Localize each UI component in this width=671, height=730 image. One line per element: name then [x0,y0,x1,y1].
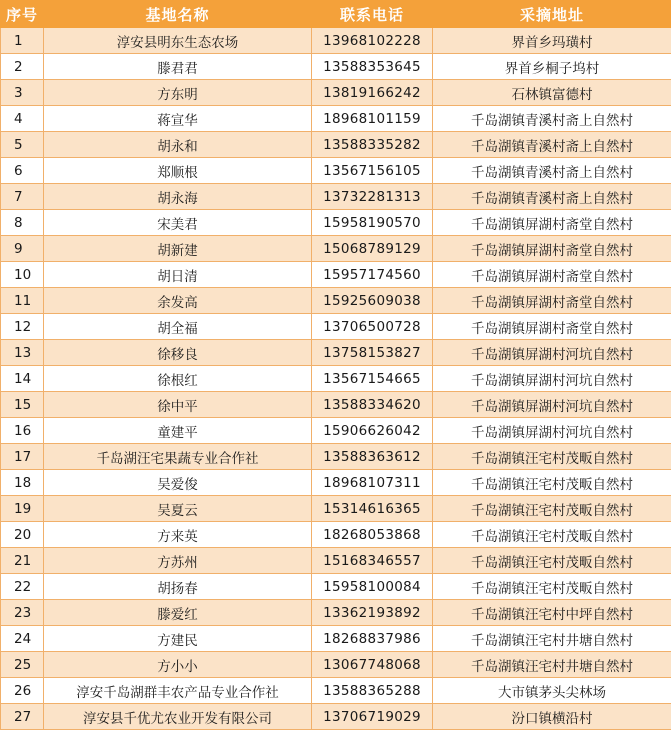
cell-base-name: 徐中平 [44,392,312,418]
cell-base-name: 胡扬春 [44,574,312,600]
cell-idx: 13 [1,340,44,366]
cell-address: 千岛湖镇汪宅村井塘自然村 [433,652,671,678]
cell-idx: 24 [1,626,44,652]
cell-idx: 16 [1,418,44,444]
cell-base-name: 胡新建 [44,236,312,262]
cell-address: 千岛湖镇屏湖村斋堂自然村 [433,236,671,262]
table-row [1,210,671,236]
cell-address: 石林镇富德村 [433,80,671,106]
cell-base-name: 方小小 [44,652,312,678]
table-row [1,704,671,730]
table-row [1,496,671,522]
cell-phone: 13362193892 [312,600,433,626]
cell-address: 千岛湖镇屏湖村河坑自然村 [433,340,671,366]
header-phone: 联系电话 [312,1,433,28]
table-row [1,522,671,548]
table-row [1,262,671,288]
table-row [1,444,671,470]
cell-address: 千岛湖镇屏湖村斋堂自然村 [433,262,671,288]
cell-address: 千岛湖镇汪宅村茂畈自然村 [433,522,671,548]
cell-base-name: 吴夏云 [44,496,312,522]
cell-phone: 13706500728 [312,314,433,340]
table-row [1,470,671,496]
cell-phone: 13706719029 [312,704,433,730]
cell-base-name: 方来英 [44,522,312,548]
cell-address: 千岛湖镇屏湖村斋堂自然村 [433,288,671,314]
cell-address: 千岛湖镇屏湖村河坑自然村 [433,392,671,418]
cell-base-name: 方东明 [44,80,312,106]
cell-idx: 7 [1,184,44,210]
cell-idx: 17 [1,444,44,470]
cell-idx: 1 [1,28,44,54]
cell-idx: 6 [1,158,44,184]
cell-phone: 13588334620 [312,392,433,418]
cell-phone: 15925609038 [312,288,433,314]
cell-address: 千岛湖镇屏湖村斋堂自然村 [433,210,671,236]
cell-address: 千岛湖镇汪宅村井塘自然村 [433,626,671,652]
cell-address: 汾口镇横沿村 [433,704,671,730]
cell-address: 千岛湖镇汪宅村茂畈自然村 [433,470,671,496]
cell-address: 千岛湖镇青溪村斋上自然村 [433,106,671,132]
cell-idx: 10 [1,262,44,288]
cell-address: 千岛湖镇青溪村斋上自然村 [433,132,671,158]
cell-base-name: 胡日清 [44,262,312,288]
cell-base-name: 郑顺根 [44,158,312,184]
table-row [1,314,671,340]
cell-idx: 23 [1,600,44,626]
cell-idx: 26 [1,678,44,704]
header-address: 采摘地址 [433,1,671,28]
header-base-name: 基地名称 [44,1,312,28]
cell-idx: 15 [1,392,44,418]
cell-base-name: 滕君君 [44,54,312,80]
cell-address: 千岛湖镇汪宅村茂畈自然村 [433,548,671,574]
cell-idx: 9 [1,236,44,262]
cell-base-name: 方苏州 [44,548,312,574]
cell-phone: 15314616365 [312,496,433,522]
cell-base-name: 胡永和 [44,132,312,158]
cell-address: 千岛湖镇屏湖村河坑自然村 [433,418,671,444]
table-row [1,28,671,54]
cell-phone: 13732281313 [312,184,433,210]
cell-address: 界首乡玛璜村 [433,28,671,54]
cell-base-name: 吴爱俊 [44,470,312,496]
table-row [1,600,671,626]
table-row [1,132,671,158]
cell-phone: 13567156105 [312,158,433,184]
cell-phone: 18268837986 [312,626,433,652]
table-row [1,366,671,392]
cell-idx: 4 [1,106,44,132]
cell-phone: 15906626042 [312,418,433,444]
table-row [1,652,671,678]
cell-idx: 22 [1,574,44,600]
cell-idx: 18 [1,470,44,496]
header-row [1,1,671,28]
cell-idx: 2 [1,54,44,80]
cell-base-name: 徐移良 [44,340,312,366]
cell-idx: 5 [1,132,44,158]
cell-phone: 13968102228 [312,28,433,54]
table-row [1,392,671,418]
cell-address: 千岛湖镇汪宅村茂畈自然村 [433,444,671,470]
cell-address: 千岛湖镇屏湖村斋堂自然村 [433,314,671,340]
cell-base-name: 千岛湖汪宅果蔬专业合作社 [44,444,312,470]
cell-idx: 19 [1,496,44,522]
cell-idx: 12 [1,314,44,340]
cell-phone: 13819166242 [312,80,433,106]
cell-idx: 27 [1,704,44,730]
cell-phone: 15068789129 [312,236,433,262]
cell-phone: 18268053868 [312,522,433,548]
cell-address: 千岛湖镇青溪村斋上自然村 [433,184,671,210]
table-row [1,418,671,444]
cell-phone: 15957174560 [312,262,433,288]
cell-base-name: 童建平 [44,418,312,444]
cell-base-name: 滕爱红 [44,600,312,626]
cell-idx: 20 [1,522,44,548]
cell-phone: 18968107311 [312,470,433,496]
table-header [1,1,671,28]
cell-phone: 18968101159 [312,106,433,132]
cell-phone: 15958100084 [312,574,433,600]
table-body [1,28,671,730]
cell-base-name: 淳安县千优尤农业开发有限公司 [44,704,312,730]
cell-phone: 13067748068 [312,652,433,678]
table-row [1,106,671,132]
cell-base-name: 蒋宣华 [44,106,312,132]
cell-idx: 3 [1,80,44,106]
table-row [1,158,671,184]
table-row [1,80,671,106]
cell-address: 千岛湖镇屏湖村河坑自然村 [433,366,671,392]
cell-base-name: 胡全福 [44,314,312,340]
cell-address: 界首乡桐子坞村 [433,54,671,80]
cell-phone: 13588363612 [312,444,433,470]
cell-base-name: 方建民 [44,626,312,652]
cell-address: 千岛湖镇汪宅村茂畈自然村 [433,496,671,522]
cell-base-name: 淳安县明东生态农场 [44,28,312,54]
cell-base-name: 余发高 [44,288,312,314]
cell-phone: 13588335282 [312,132,433,158]
table-row [1,678,671,704]
cell-phone: 13588365288 [312,678,433,704]
cell-idx: 14 [1,366,44,392]
cell-address: 大市镇茅头尖林场 [433,678,671,704]
cell-phone: 15958190570 [312,210,433,236]
table-row [1,340,671,366]
cell-base-name: 宋美君 [44,210,312,236]
cell-address: 千岛湖镇青溪村斋上自然村 [433,158,671,184]
table-row [1,236,671,262]
cell-phone: 13758153827 [312,340,433,366]
table-row [1,574,671,600]
table-row [1,184,671,210]
table-row [1,626,671,652]
cell-idx: 8 [1,210,44,236]
header-idx: 序号 [1,1,44,28]
cell-base-name: 淳安千岛湖群丰农产品专业合作社 [44,678,312,704]
cell-phone: 15168346557 [312,548,433,574]
cell-phone: 13567154665 [312,366,433,392]
table-row [1,548,671,574]
table-row [1,288,671,314]
cell-address: 千岛湖镇汪宅村茂畈自然村 [433,574,671,600]
cell-idx: 25 [1,652,44,678]
cell-address: 千岛湖镇汪宅村中坪自然村 [433,600,671,626]
table-row [1,54,671,80]
cell-phone: 13588353645 [312,54,433,80]
cell-base-name: 胡永海 [44,184,312,210]
cell-idx: 21 [1,548,44,574]
cell-idx: 11 [1,288,44,314]
cell-base-name: 徐根红 [44,366,312,392]
